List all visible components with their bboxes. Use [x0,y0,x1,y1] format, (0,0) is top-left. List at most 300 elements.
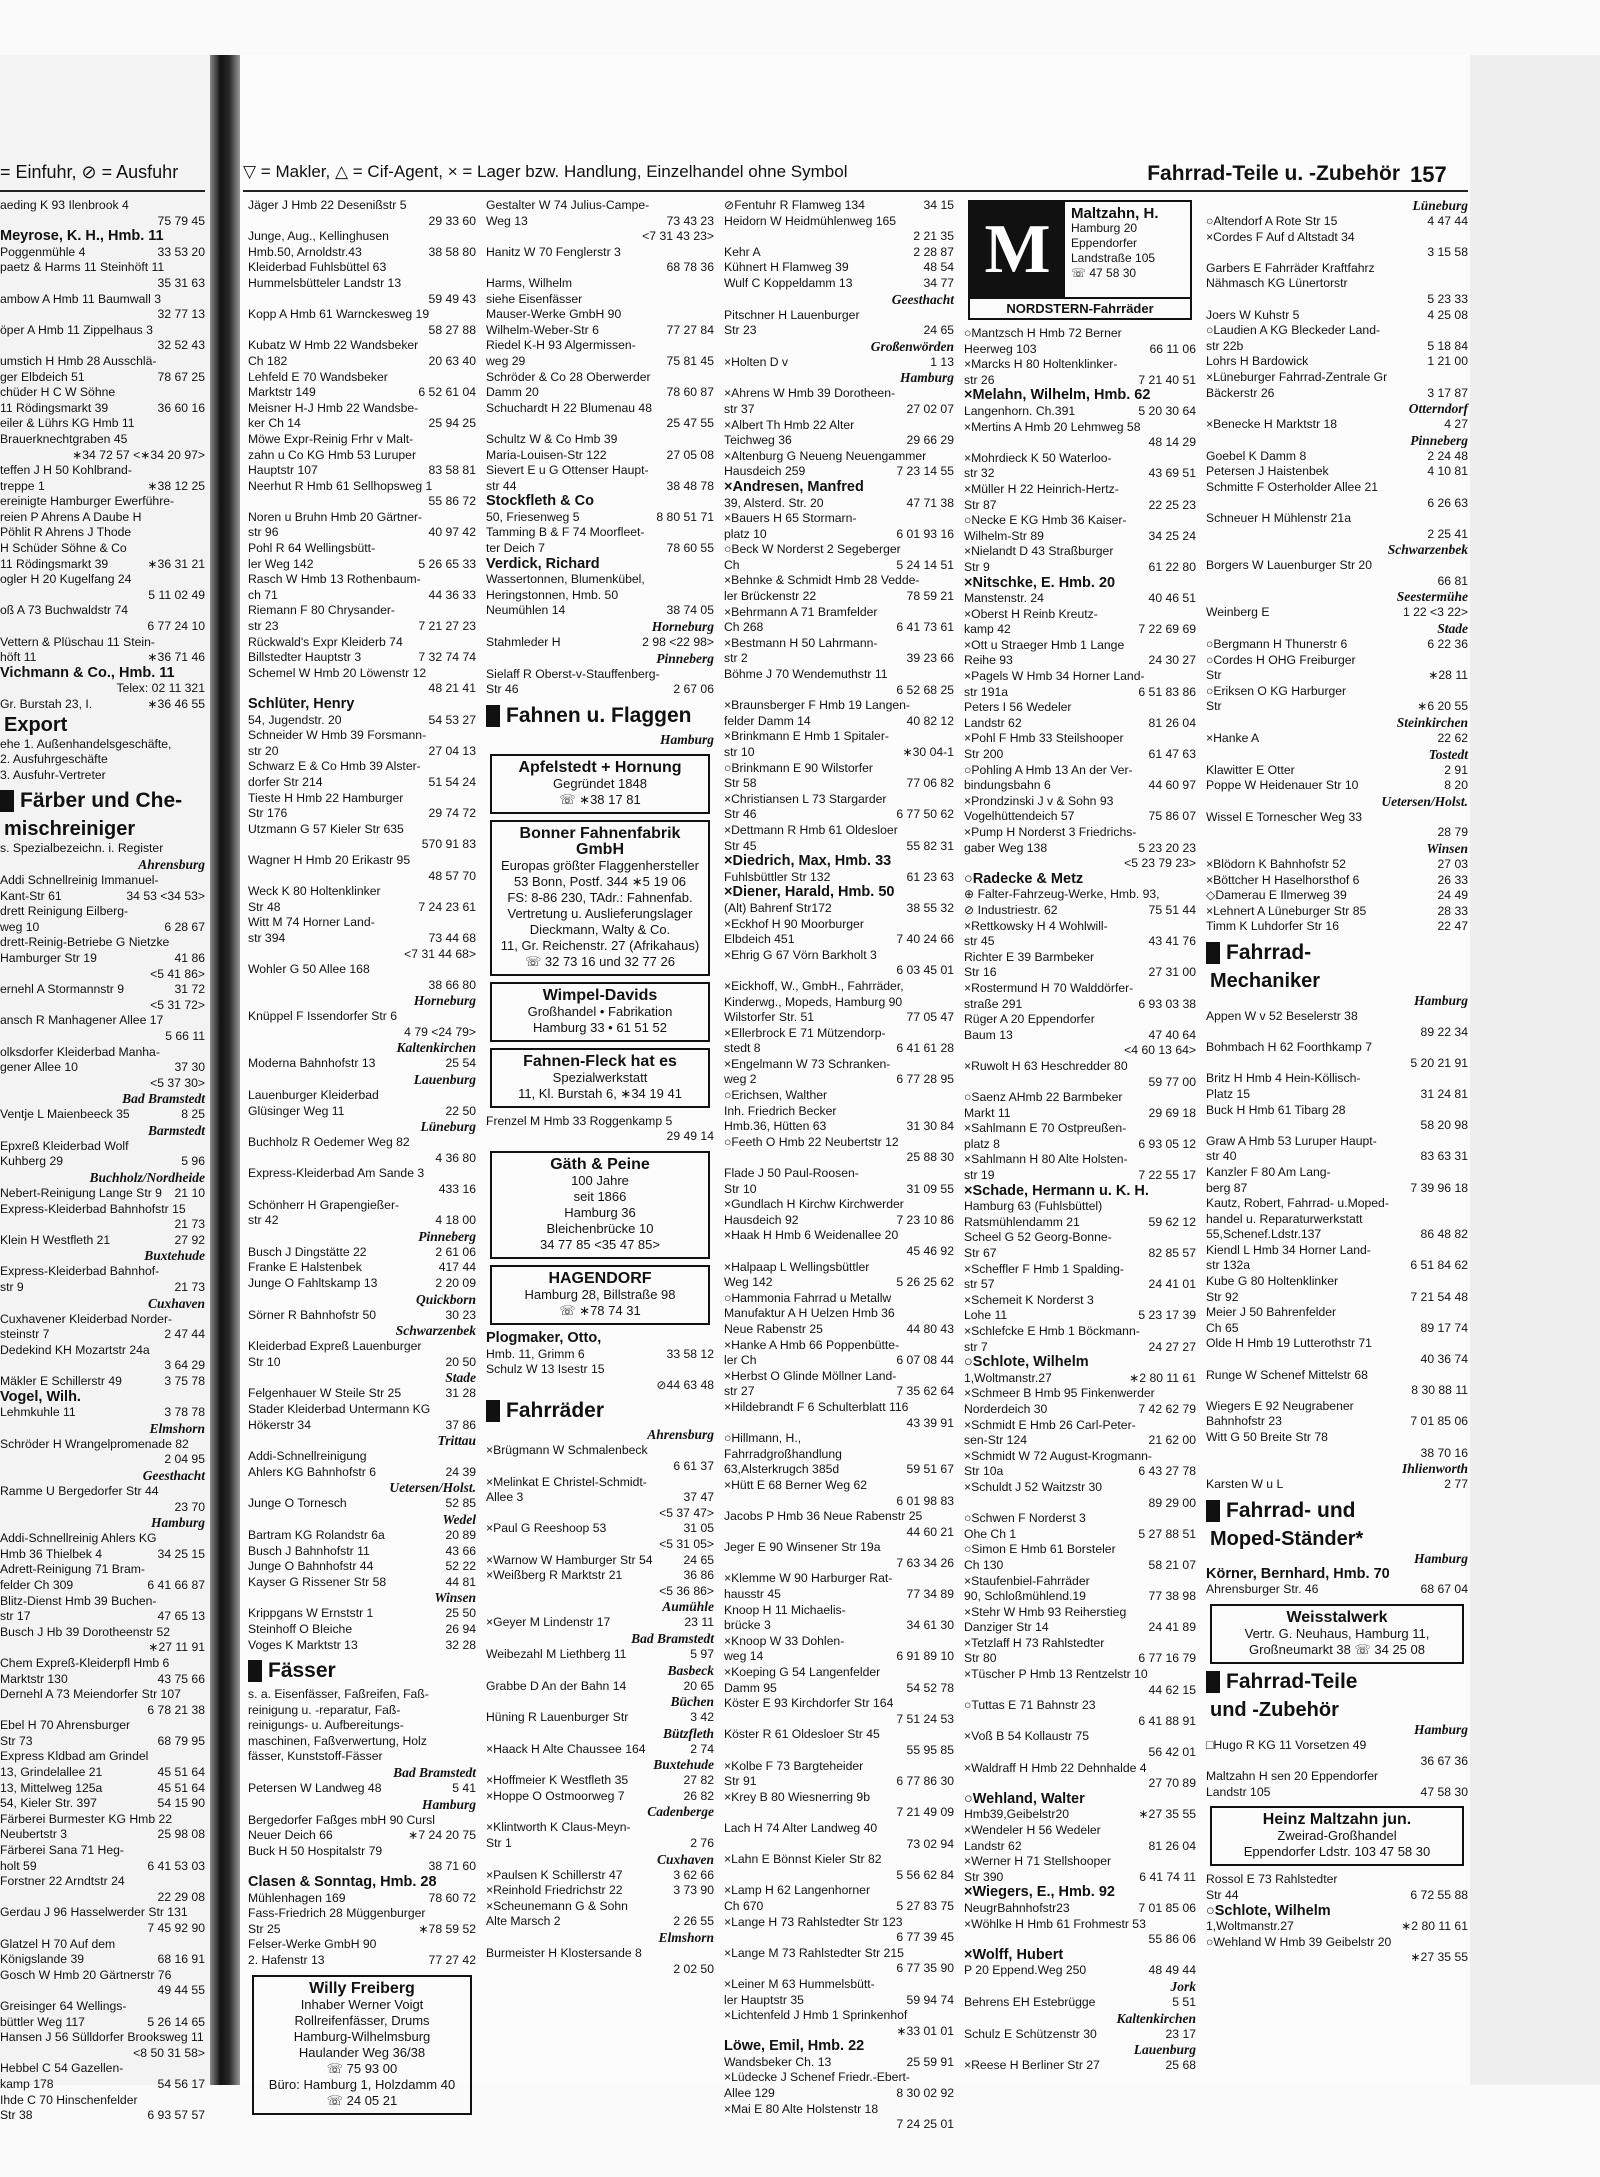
listing-entry [0,1343,205,1359]
entry-text: ×Mertins A Hmb 20 Lehmweg 58 [964,419,1141,434]
phone-number [472,822,476,838]
category-title: Fässer [268,1659,336,1683]
phone-number: 77 38 98 [1148,1589,1196,1604]
listing-entry [964,747,1196,763]
listing-entry [0,510,205,526]
city-heading: Büchen [670,1694,714,1710]
listing-entry [0,635,205,651]
listing-entry [724,698,954,714]
phone-number [472,635,476,651]
entry-text: Express Kldbad am Grindel [0,1749,149,1764]
entry-text: ◇Damerau E Ilmerweg 39 [1206,888,1347,903]
listing-entry [964,1558,1196,1574]
phone-number: 28 33 [1437,903,1468,918]
entry-text: Str 80 [964,1651,997,1666]
entry-text: Steinhoff O Bleiche [248,1621,353,1636]
entry-text: Lehmkuhle 11 [0,1405,76,1420]
ad-headline: Maltzahn, H. [1071,205,1159,222]
listing-entry [724,1088,954,1104]
phone-number [1192,887,1196,903]
phone-number [1192,700,1196,716]
phone-number: 2 20 09 [435,1276,476,1290]
ad-line: Rollreifenfässer, Drums [294,2012,430,2028]
phone-number: 73 02 94 [906,1836,954,1851]
listing-entry [1206,292,1468,308]
phone-number [1192,1012,1196,1028]
listing-entry [0,1217,205,1233]
entry-text: Graw A Hmb 53 Luruper Haupt- [1206,1133,1377,1148]
phone-number: 6 28 67 [164,919,205,934]
listing-entry [486,635,714,651]
phone-number [201,541,205,557]
ad-headline: Wimpel-Davids [542,986,658,1004]
phone-number [1192,1059,1196,1075]
listing-entry [724,1462,954,1478]
listing-entry [248,1198,476,1214]
entry-text: Str 390 [964,1869,1004,1884]
listing-entry [486,1490,714,1506]
listing-entry [248,494,476,510]
listing-entry [964,342,1196,358]
phone-number [472,1088,476,1104]
ad-line: Europas größter Flaggenhersteller [501,857,699,873]
entry-text: Petersen W Landweg 48 [248,1781,382,1796]
entry-text: ×Schuldt J 52 Waitzstr 30 [964,1479,1103,1494]
listing-entry [724,2086,954,2102]
listing-entry [1206,496,1468,512]
phone-number [950,1821,954,1837]
entry-text: Str 46 [724,807,757,822]
entry-text: Hmb.50, Arnoldstr.43 [248,244,362,259]
listing-entry [964,1480,1196,1496]
listing-name-bold [724,885,954,901]
entry-text: dorfer Str 214 [248,774,323,789]
ad-line: Bleichenbrücke 10 [546,1221,654,1236]
phone-number: 75 86 07 [1148,809,1196,824]
listing-entry [248,416,476,432]
entry-text: str 42 [248,1213,279,1228]
listing-entry [0,1547,205,1563]
listing-entry [248,1496,476,1512]
entry-text: ×Diener, Harald, Hmb. 50 [724,884,895,901]
listing-entry [964,919,1196,935]
listing-entry [964,1449,1196,1465]
listing-entry [486,1962,714,1978]
entry-text: 55,Schenef.Ldstr.137 [1206,1227,1322,1242]
entry-text: ×Behnke & Schmidt Hmb 28 Vedde- [724,573,920,588]
phone-number: 7 45 92 90 [147,1921,205,1935]
phone-number: 22 29 08 [157,1889,205,1904]
phone-number: 61 47 63 [1148,747,1196,762]
phone-number [710,525,714,541]
listing-entry [724,761,954,777]
phone-number: 36 60 16 [157,400,205,415]
phone-number: 55 95 85 [906,1743,954,1757]
entry-text: felder Damm 14 [724,713,811,728]
listing-entry [964,435,1196,451]
phone-number: 4 10 81 [1427,464,1468,479]
entry-text: ×Melinkat E Christel-Schmidt- [486,1474,647,1489]
ad-line: Inhaber Werner Voigt [300,1996,424,2012]
entry-text: Voges K Marktstr 13 [248,1637,358,1652]
entry-text: siehe Eisenfässer [486,291,583,306]
ad-line: Vertretung u. Auslieferungslager [507,905,693,921]
entry-text: chüder H C W Söhne [0,385,116,400]
listing-entry [964,451,1196,467]
listing-entry [724,1790,954,1806]
phone-number: 47 40 64 [1148,1027,1196,1042]
phone-number [710,198,714,214]
phone-number [472,1166,476,1182]
listing-entry [724,1026,954,1042]
listing-entry [1206,1872,1468,1888]
phone-number [472,448,476,464]
phone-number [710,276,714,292]
listing-entry [964,716,1196,732]
listing-entry [1206,1935,1468,1951]
listing-entry [248,1528,476,1544]
entry-text: ×Gundlach H Kirchw Kirchwerder [724,1197,904,1212]
phone-number: 23 11 [684,1615,714,1630]
entry-text: Wulf C Koppeldamm 13 [724,275,853,290]
entry-text: ×Diedrich, Max, Hmb. 33 [724,853,892,870]
phone-number: 26 82 [683,1788,714,1803]
phone-number [201,1139,205,1155]
phone-number: 78 67 25 [157,369,205,384]
entry-text: Bartram KG Rolandstr 6a [248,1527,385,1542]
phone-number: 570 91 83 [421,837,476,852]
listing-entry [724,901,954,917]
entry-text: ×Lüneburger Fahrrad-Zentrale Gr [1206,369,1388,384]
entry-text: ×Nitschke, E. Hmb. 20 [964,574,1116,591]
entry-text: ×Rostermund H 70 Walddörfer- [964,980,1134,995]
phone-number [950,1338,954,1354]
listing-entry [1206,354,1468,370]
phone-number: 58 20 98 [1420,1118,1468,1133]
phone-number: 23 17 [1165,2026,1196,2041]
entry-text: Rüger A 20 Eppendorfer [964,1012,1095,1027]
entry-text: ler Ch [724,1353,757,1368]
listing-entry [964,950,1196,966]
listing-entry [0,737,205,753]
listing-entry [964,482,1196,498]
entry-text: Ch 670 [724,1898,764,1913]
listing-entry [0,1749,205,1765]
entry-text: ×Pohl F Hmb 33 Steilshooper [964,731,1124,746]
listing-entry [0,998,205,1014]
category-title: Färber und Che- [20,789,183,813]
listing-entry [724,1400,954,1416]
category-marker-icon [1206,1500,1220,1522]
entry-text: str 45 [964,934,995,949]
phone-number: 2 02 50 [673,1961,714,1976]
phone-number: 8 30 02 92 [896,2086,954,2101]
listing-entry [1206,1383,1468,1399]
phone-number: 73 44 68 [428,930,476,945]
phone-number [710,463,714,479]
listing-entry [724,1883,954,1899]
phone-number: ∗28 11 [1428,668,1468,683]
entry-text: ×Böttcher H Haselhorsthof 6 [1206,872,1360,887]
entry-text: Scheel G 52 Georg-Bonne- [964,1230,1112,1245]
entry-text: Kopp A Hmb 61 Warnckesweg 19 [248,307,430,322]
phone-number: 44 60 97 [1148,778,1196,793]
phone-number: 7 24 25 01 [896,2117,954,2132]
entry-text: Str 9 [964,559,990,574]
phone-number: 22 50 [445,1103,476,1118]
listing-entry [724,2024,954,2040]
entry-text: ○Schwen F Norderst 3 [964,1511,1086,1526]
listing-entry [964,1589,1196,1605]
phone-number [1192,1574,1196,1590]
listing-entry [724,979,954,995]
entry-text: Gestalter W 74 Julius-Campe- [486,198,650,212]
phone-number: 6 77 50 62 [896,807,954,822]
listing-entry [248,1245,476,1261]
entry-text: platz 10 [724,526,767,541]
listing-entry [248,1104,476,1120]
entry-text: ×Kolbe F 73 Bargteheider [724,1758,864,1773]
phone-number [710,1899,714,1915]
phone-number [201,1264,205,1280]
ad-line: Eppendorfer Ldstr. 103 47 58 30 [1243,1844,1431,1860]
entry-text: Hamburg 63 (Fuhlsbüttel) [964,1199,1103,1214]
ad-line: ☏ 24 05 21 [326,2092,398,2108]
listing-entry [0,1609,205,1625]
phone-number [1192,1418,1196,1434]
phone-number: 20 63 40 [428,353,476,368]
listing-entry [486,1362,714,1378]
listing-entry [248,884,476,900]
listing-entry [964,763,1196,779]
ad-line: 100 Jahre [571,1173,629,1188]
column-1 [248,198,476,2108]
listing-entry [724,1759,954,1775]
phone-number [201,1312,205,1328]
entry-text: ×Müller H 22 Heinrich-Hertz- [964,481,1119,496]
listing-entry [964,1075,1196,1091]
phone-number [1192,981,1196,997]
entry-text: ×Sahlmann E 70 Ostpreußen- [964,1121,1127,1136]
listing-entry [248,619,476,635]
phone-number: 75 79 45 [157,213,205,228]
entry-text: Fass-Friedrich 28 Müggenburger [248,1906,426,1921]
listing-entry [964,1807,1196,1823]
entry-text: Noren u Bruhn Hmb 20 Gärtner- [248,509,423,524]
listing-entry [964,1418,1196,1434]
phone-number: 22 47 [1437,919,1468,934]
phone-number [950,1166,954,1182]
listing-entry [964,357,1196,373]
entry-text: ○Feeth O Hmb 22 Neubertstr 12 [724,1134,899,1149]
entry-text: höft 11 [0,650,37,665]
phone-number [1192,1480,1196,1496]
entry-text: Pitschner H Lauenburger [724,307,860,322]
entry-text: ○Altendorf A Rote Str 15 [1206,214,1338,228]
phone-number: 75 81 45 [666,353,714,368]
entry-text: ×Marcks H 80 Holtenklinker- [964,357,1118,372]
phone-number [1192,1199,1196,1215]
listing-entry [0,588,205,604]
phone-number [1192,1184,1196,1200]
logo-text [1065,202,1165,297]
listing-entry [964,887,1196,903]
entry-text: Schlüter, Henry [248,696,355,712]
phone-number: 61 23 63 [906,869,954,884]
phone-number: 59 49 43 [428,291,476,306]
phone-number: 4 36 80 [435,1150,476,1165]
city-heading: Geesthacht [891,291,954,307]
entry-text: Rossol E 73 Rahlstedter [1206,1872,1338,1887]
phone-number [201,737,205,753]
phone-number: 83 63 31 [1420,1149,1468,1164]
phone-number: 6 77 24 10 [147,619,205,634]
entry-text: ×Sahlmann H 80 Alte Holsten- [964,1152,1128,1167]
listing-entry [248,775,476,791]
phone-number: 6 51 83 86 [1138,684,1196,699]
phone-number: 24 41 89 [1148,1620,1196,1635]
listing-entry [248,385,476,401]
ad-line: FS: 8-86 230, TAdr.: Fahnenfab. [507,889,693,905]
phone-number: 68 78 36 [666,260,714,275]
entry-text: ×Haak H Hmb 6 Weidenallee 20 [724,1228,899,1243]
phone-number: <5 36 86> [659,1583,714,1598]
phone-number [950,214,954,230]
phone-number: 37 86 [445,1417,476,1432]
phone-number [201,198,205,214]
listing-entry [248,837,476,853]
city-heading: Lüneburg [420,1119,476,1135]
listing-entry [248,292,476,308]
phone-number [710,245,714,261]
entry-text: ×Altenburg G Neueng Neuengammer [724,448,927,463]
entry-text: Cuxhavener Kleiderbad Norder- [0,1311,173,1326]
phone-number [950,1883,954,1899]
entry-text: Verdick, Richard [486,555,600,572]
listing-entry [964,1542,1196,1558]
listing-entry [964,326,1196,342]
entry-text: ×Ehrig G 67 Vörn Barkholt 3 [724,947,877,962]
listing-entry [964,1527,1196,1543]
entry-text: ⊕ Falter-Fahrzeug-Werke, Hmb. 93, [964,887,1160,902]
entry-text: H Schüder Söhne & Co [0,541,127,556]
phone-number: 24 65 [923,323,954,338]
category-title-line: Moped-Ständer* [1210,1527,1364,1550]
phone-number [201,1812,205,1828]
entry-text: Köster R 61 Oldesloer Str 45 [724,1727,880,1742]
listing-entry [248,1559,476,1575]
phone-number: 48 49 44 [1148,1963,1196,1978]
entry-text: ○Hammonia Fahrrad u Metallw [724,1290,892,1305]
entry-text: ×Mai E 80 Alte Holstenstr 18 [724,2101,879,2116]
symbol-legend: ▽ = Makler, △ = Cif-Agent, × = Lager bzw. Handlung, Einzelhandel ohne Symbol [243,162,848,181]
entry-text: ×Halpaap L Wellingsbüttler [724,1259,870,1274]
entry-text: □Hugo R KG 11 Vorsetzen 49 [1206,1737,1367,1752]
phone-number [1464,558,1468,574]
listing-entry [724,276,954,292]
phone-number: 1 21 00 [1427,354,1468,369]
listing-entry [964,2058,1196,2074]
phone-number: 5 27 83 75 [896,1898,954,1913]
entry-text: Adrett-Reinigung 71 Bram- [0,1562,145,1577]
phone-number [1192,607,1196,623]
entry-text: reien P Ahrens A Daube H [0,509,142,524]
city-heading: Hamburg [1413,1550,1468,1566]
entry-text: hausstr 45 [724,1587,781,1602]
entry-text: ×Nielandt D 43 Straßburger [964,544,1114,559]
phone-number: 1 22 <3 22> [1402,605,1468,620]
listing-entry [248,323,476,339]
listing-entry [248,1937,476,1953]
phone-number: 8 30 88 11 [1411,1383,1468,1398]
entry-text: Klawitter E Otter [1206,762,1295,777]
entry-text: Kautz, Robert, Fahrrad- u.Moped- [1206,1196,1389,1211]
entry-text: Neuer Deich 66 [248,1828,333,1843]
phone-number [1464,1196,1468,1212]
listing-entry [1206,1321,1468,1337]
phone-number: 7 21 49 09 [896,1805,954,1820]
city-heading: Cuxhaven [656,1851,714,1867]
entry-text: Möwe Expr-Reinig Frhr v Malt- [248,431,414,446]
listing-entry [248,635,476,651]
phone-number: 27 82 [683,1773,714,1788]
listing-entry [0,619,205,635]
listing-entry [964,825,1196,841]
phone-number [1464,1336,1468,1352]
phone-number [710,557,714,573]
phone-number [1464,1243,1468,1259]
entry-text: Hamburger Str 19 [0,950,97,965]
entry-text: 63,Alsterkrugch 385d [724,1462,840,1477]
entry-text: Busch J Hb 39 Dorotheenstr 52 [0,1624,171,1639]
listing-entry [1206,1025,1468,1041]
listing-entry [964,1651,1196,1667]
listing-entry [486,603,714,619]
phone-number [710,1331,714,1347]
listing-entry [724,418,954,434]
phone-number: 5 20 30 64 [1138,403,1196,418]
phone-number: 58 27 88 [428,322,476,337]
listing-entry [248,931,476,947]
phone-number: 45 46 92 [906,1244,954,1258]
listing-entry [486,525,714,541]
listing-entry [1206,873,1468,889]
listing-entry [0,370,205,386]
listing-entry [1206,1477,1468,1493]
phone-number [950,636,954,652]
entry-text: Landstr 105 [1206,1784,1271,1799]
listing-entry [1206,417,1468,433]
phone-number [472,1449,476,1465]
listing-entry [248,541,476,557]
city-heading: Großenwörden [870,338,954,354]
entry-text: Harms, Wilhelm [486,275,572,290]
phone-number [950,1852,954,1868]
listing-entry [724,1618,954,1634]
phone-number [472,1844,476,1860]
phone-number [1464,1305,1468,1321]
phone-number [1192,1761,1196,1777]
entry-text: Richter E 39 Barmbeker [964,949,1095,964]
listing-entry [248,791,476,807]
entry-text: zahn u Co KG Hmb 53 Luruper [248,447,417,462]
listing-entry [486,1129,714,1145]
city-heading: Uetersen/Holst. [389,1480,476,1496]
entry-text: Schneider W Hmb 39 Forsmann- [248,728,427,743]
entry-text: Express-Kleiderbad Bahnhof- [0,1264,160,1279]
phone-number [1464,480,1468,496]
listing-entry [724,1010,954,1026]
